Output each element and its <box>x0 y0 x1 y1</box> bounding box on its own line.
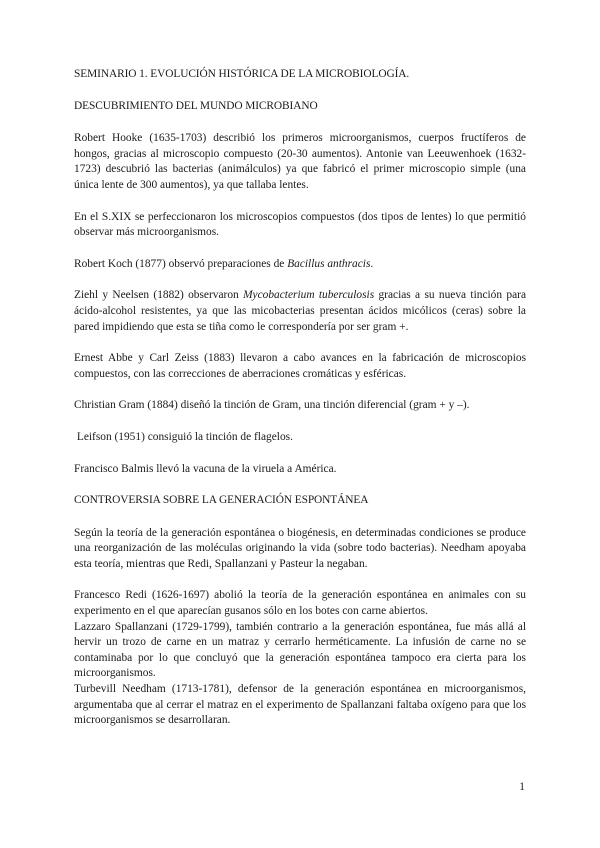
species-bacillus-anthracis: Bacillus anthracis <box>287 257 371 270</box>
koch-text: Robert Koch (1877) observó preparaciones de <box>74 257 288 270</box>
ziehl-text: Ziehl y Neelsen (1882) observaron <box>74 289 244 302</box>
paragraph-hooke-leeuwenhoek: Robert Hooke (1635-1703) describió los primeros microorganismos, cuerpos fructíferos de hongos, gracias al microscopio compuesto (20-30 aumentos). Antonie van Leeuwenhoek (1632-1723) descubrió las bacterias (animálculos) ya que fabricó el primer microscopio simple (una única lente de 300 aumentos), ya que tallaba lentes. <box>74 132 526 191</box>
paragraph-balmis: Francisco Balmis llevó la vacuna de la viruela a América. <box>74 462 337 475</box>
koch-text-end: . <box>370 257 374 270</box>
paragraph-redi: Francesco Redi (1626-1697) abolió la teoría de la generación espontánea en animales con su experimento en el que aparecían gusanos sólo en los botes con carne abiertos. <box>74 589 526 618</box>
paragraph-sxix-microscopes: En el S.XIX se perfeccionaron los microscopios compuestos (dos tipos de lentes) lo que permitió observar más microorganismos. <box>74 210 526 239</box>
document-title: SEMINARIO 1. EVOLUCIÓN HISTÓRICA DE LA MICROBIOLOGÍA. <box>74 68 410 80</box>
species-mycobacterium-tuberculosis: Mycobacterium tuberculosis <box>243 289 375 302</box>
page-number: 1 <box>519 781 525 793</box>
paragraph-abbe-zeiss: Ernest Abbe y Carl Zeiss (1883) llevaron a cabo avances en la fabricación de microscopios compuestos, con las correcciones de aberraciones cromáticas y esféricas. <box>74 352 526 380</box>
section-heading-spontaneous-generation: CONTROVERSIA SOBRE LA GENERACIÓN ESPONTÁNEA <box>74 494 369 507</box>
paragraph-ziehl-neelsen <box>74 288 526 335</box>
ziehl-text-end: gracias a su nueva tinción para ácido-alcohol resistentes, ya que las micobacterias presentan ácidos micólicos (ceras) sobre la pared impidiendo que esta se tiña como le correspondería por ser gram +. <box>74 289 526 333</box>
paragraph-leifson: Leifson (1951) consiguió la tinción de flagelos. <box>74 430 293 443</box>
paragraph-needham: Turbevill Needham (1713-1781), defensor de la generación espontánea en microorganismos, argumentaba que al cerrar el matraz en el experimento de Spallanzani faltaba oxígeno para que los microorganismos se desarrollaran. <box>74 683 526 727</box>
paragraph-theory: Según la teoría de la generación espontánea o biogénesis, en determinadas condiciones se produce una reorganización de las moléculas originando la vida (sobre todo bacterias). Needham apoyaba esta teoría, mientras que Redi, Spallanzani y Pasteur la negaban. <box>74 526 526 570</box>
section-heading-discovery: DESCUBRIMIENTO DEL MUNDO MICROBIANO <box>74 99 318 112</box>
paragraph-gram: Christian Gram (1884) diseñó la tinción de Gram, una tinción diferencial (gram + y –). <box>74 399 470 412</box>
paragraph-koch <box>74 257 526 273</box>
page-content <box>74 67 526 729</box>
paragraph-spallanzani: Lazzaro Spallanzani (1729-1799), también contrario a la generación espontánea, fue más allá al hervir un trozo de carne en un matraz y cerrarlo herméticamente. La infusión de carne no se contaminaba por lo que concluyó que la generación espontánea tampoco era cierta para los microorganismos. <box>74 620 526 680</box>
